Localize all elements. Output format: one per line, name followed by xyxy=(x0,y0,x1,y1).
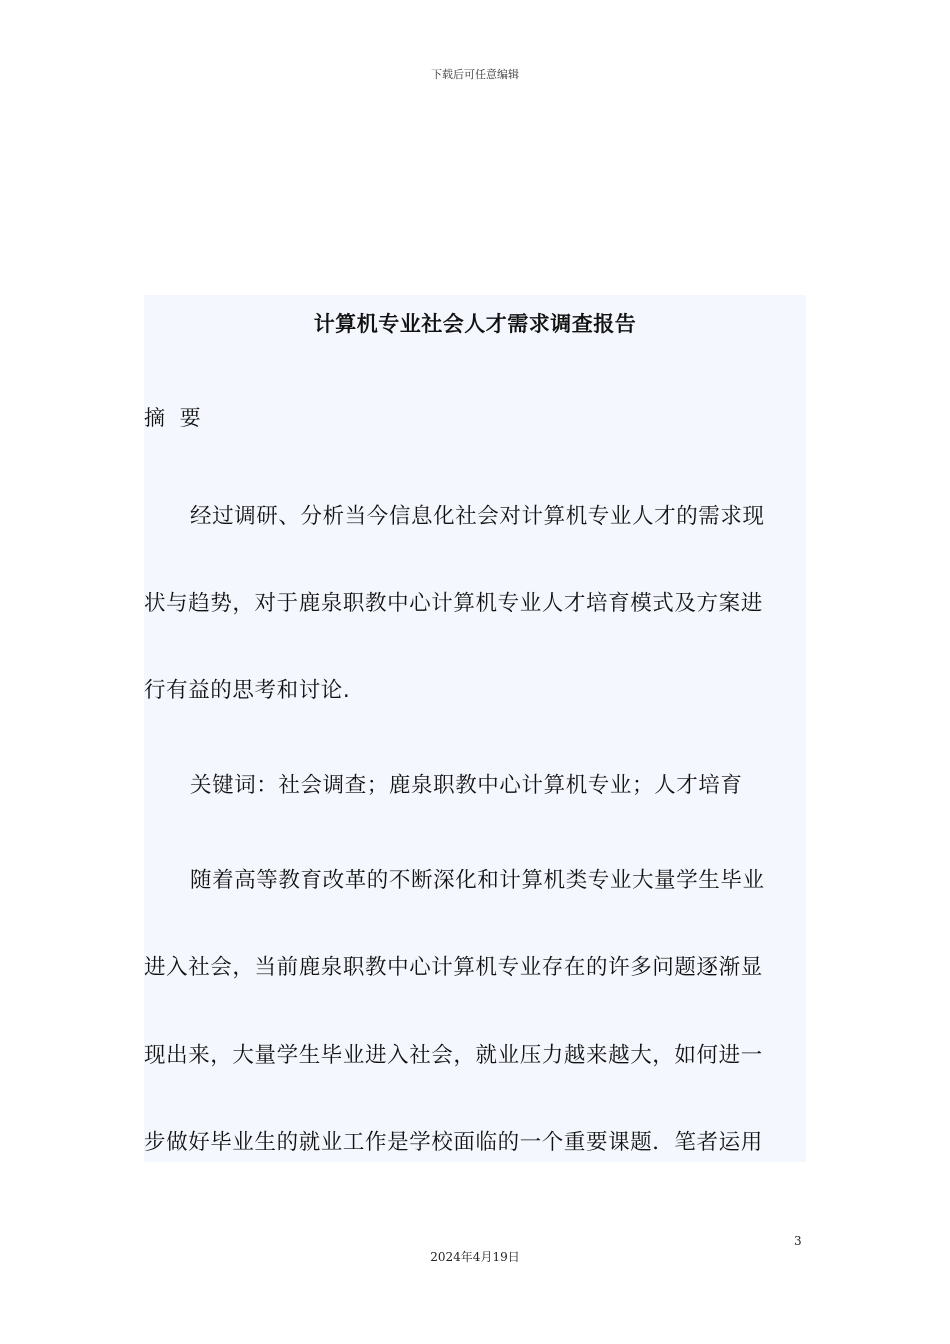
body-line-1: 随着高等教育改革的不断深化和计算机类专业大量学生毕业 xyxy=(190,868,765,893)
abstract-line-3: 行有益的思考和讨论. xyxy=(144,678,351,703)
body-line-4: 步做好毕业生的就业工作是学校面临的一个重要课题．笔者运用 xyxy=(144,1130,763,1155)
abstract-label: 摘 要 xyxy=(144,406,205,430)
footer-date: 2024年4月19日 xyxy=(430,1250,520,1264)
document-title: 计算机专业社会人才需求调查报告 xyxy=(313,312,637,336)
abstract-line-2: 状与趋势，对于鹿泉职教中心计算机专业人才培育模式及方案进 xyxy=(144,591,763,616)
header-note: 下载后可任意编辑 xyxy=(431,68,519,81)
abstract-line-1: 经过调研、分析当今信息化社会对计算机专业人才的需求现 xyxy=(190,504,765,529)
body-line-2: 进入社会，当前鹿泉职教中心计算机专业存在的许多问题逐渐显 xyxy=(144,955,763,980)
highlighted-content-area xyxy=(144,295,806,1162)
body-line-3: 现出来，大量学生毕业进入社会，就业压力越来越大，如何进一 xyxy=(144,1043,763,1068)
page-number: 3 xyxy=(794,1234,802,1248)
keywords-line: 关键词：社会调查；鹿泉职教中心计算机专业；人才培育 xyxy=(190,773,743,798)
